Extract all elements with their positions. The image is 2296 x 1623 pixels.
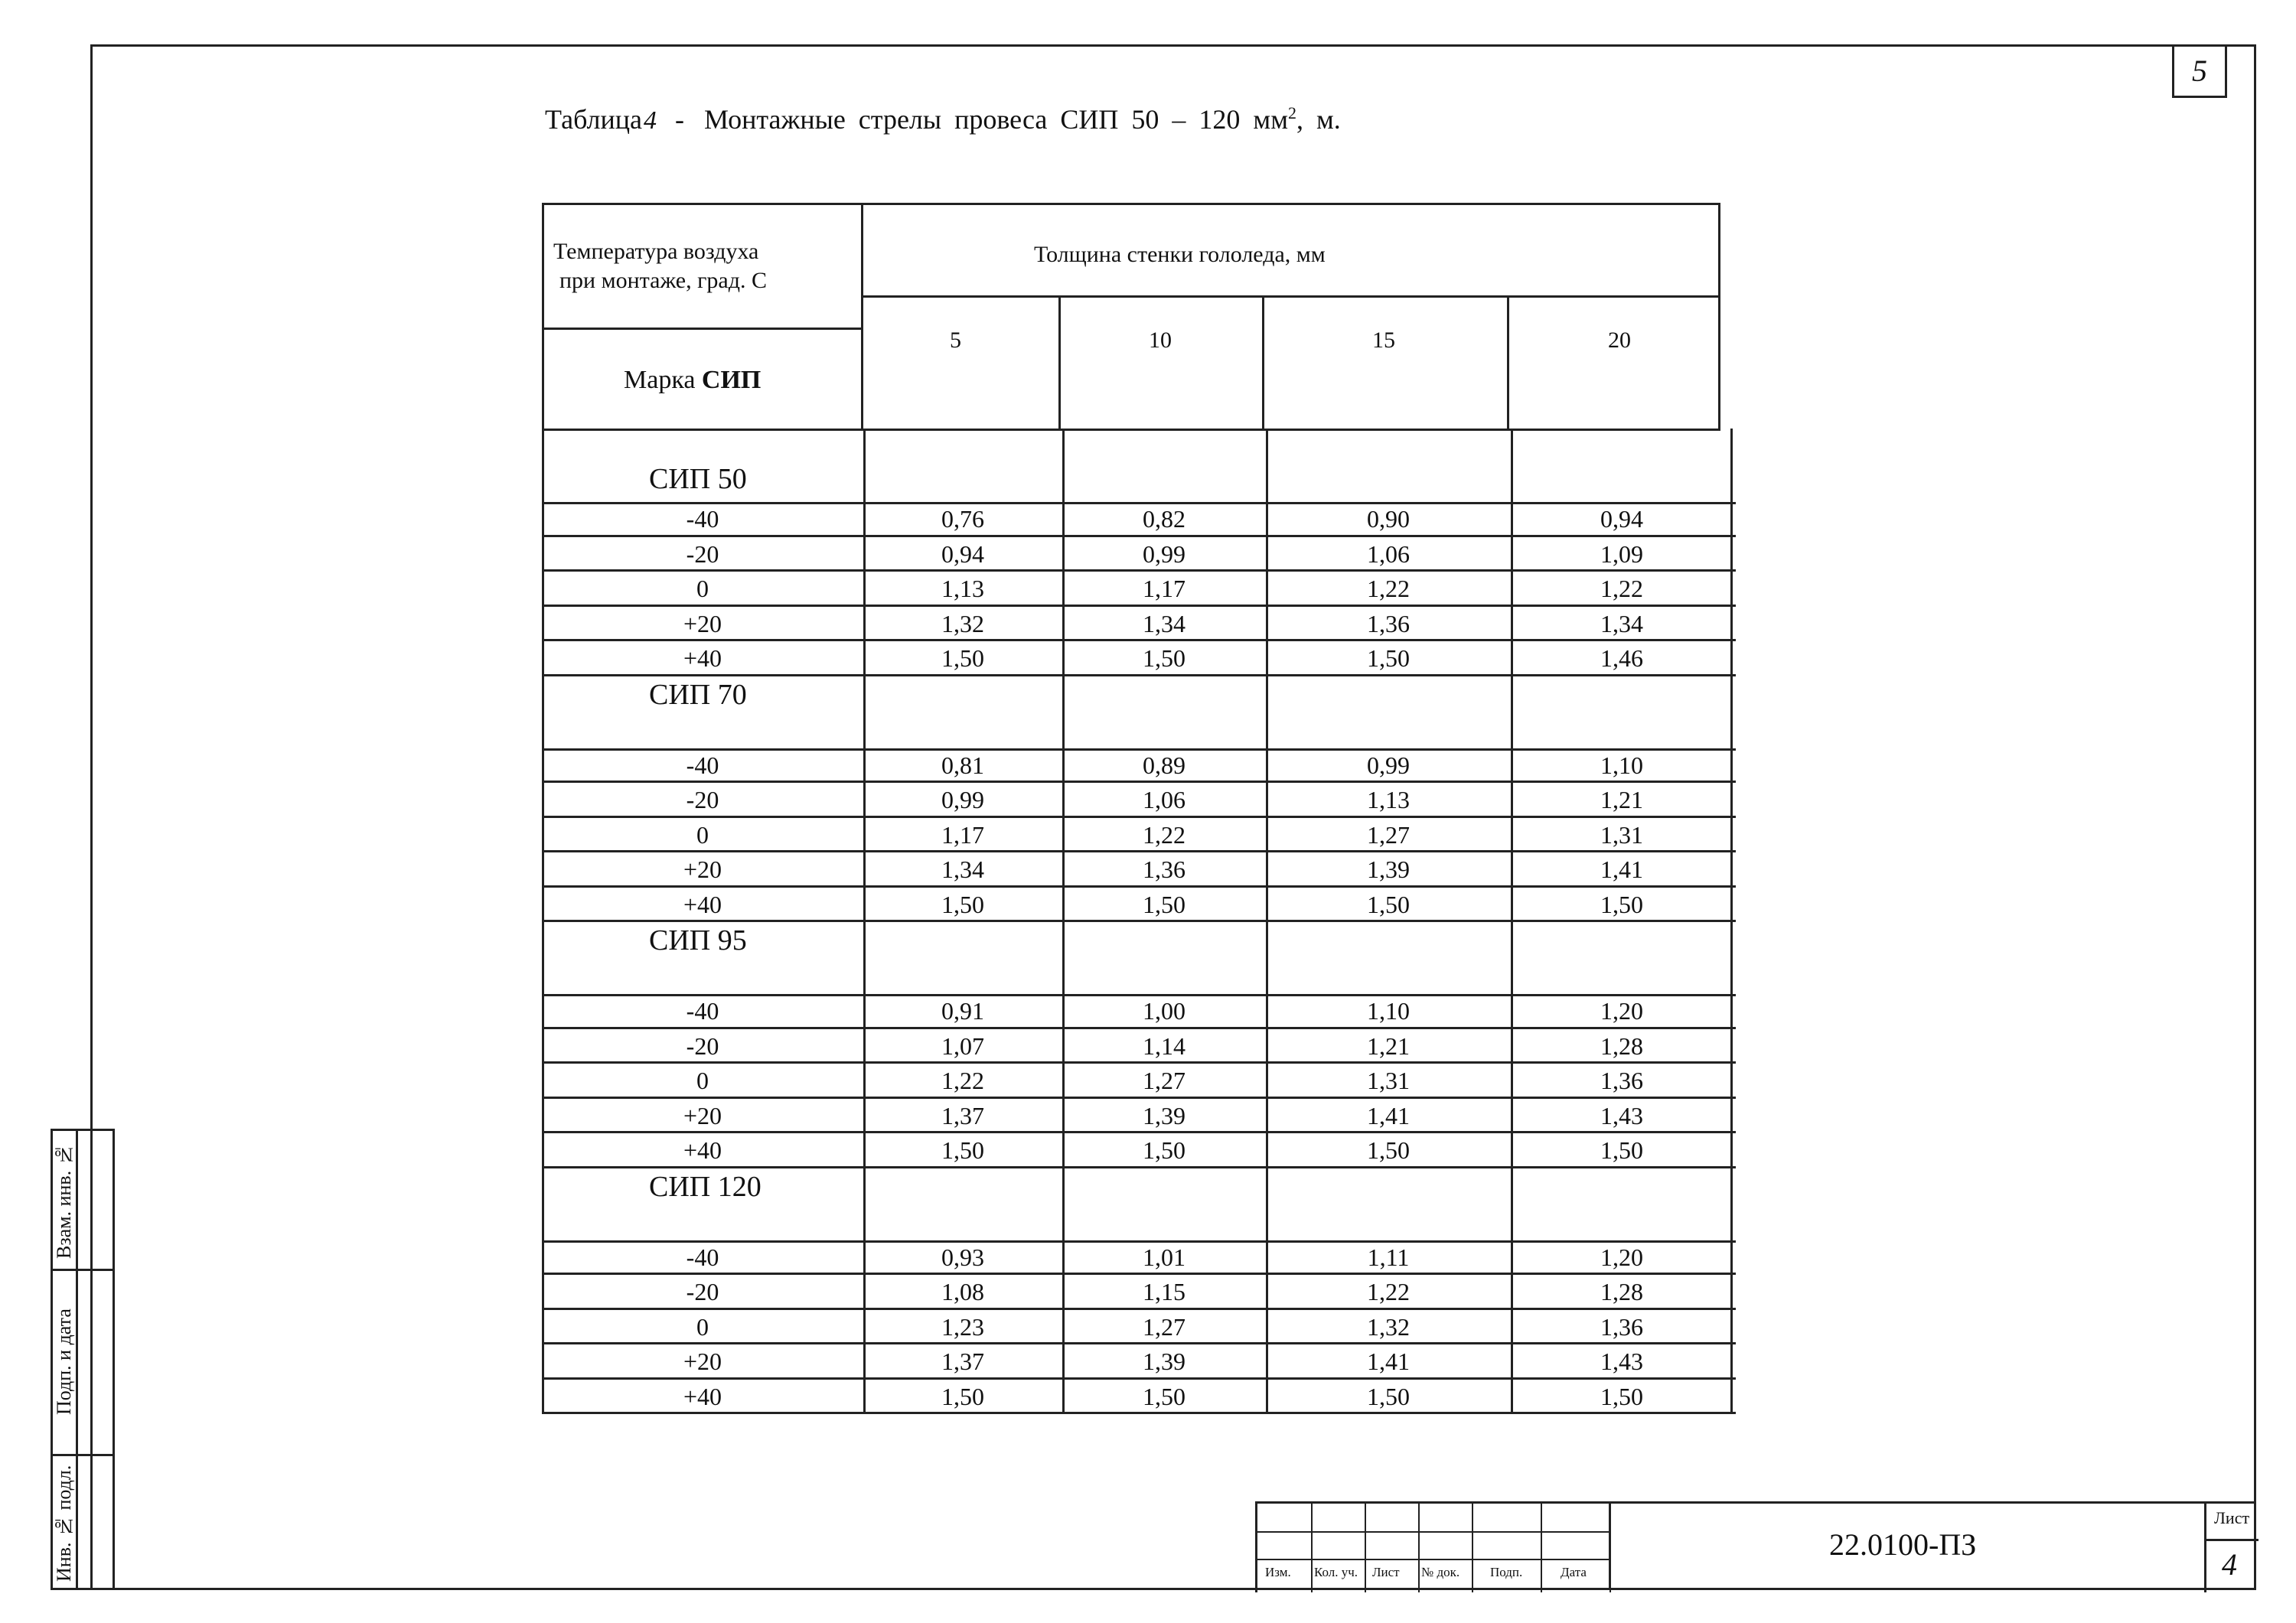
sag-value-cell: 1,36 [1367,609,1410,637]
corner-page-number: 5 [2172,44,2227,98]
caption-number: 4 [643,106,657,135]
sag-value-cell: 1,34 [1600,609,1643,637]
sag-value-cell: 1,13 [1367,786,1410,813]
side-stamp [51,1129,115,1590]
temperature-cell: +20 [683,1101,722,1129]
sag-value-cell: 1,00 [1143,997,1186,1025]
temperature-cell: 0 [696,1067,709,1094]
sag-value-cell: 1,50 [1367,890,1410,918]
sag-value-cell: 0,91 [941,997,984,1025]
sag-value-cell: 1,22 [1367,575,1410,602]
sag-value-cell: 1,22 [1600,575,1643,602]
sag-value-cell: 1,15 [1143,1278,1186,1305]
sag-value-cell: 1,36 [1600,1312,1643,1341]
temperature-cell: +40 [683,890,722,918]
sheet-label: Лист [2214,1508,2250,1527]
sag-value-cell: 1,10 [1367,997,1410,1025]
sag-value-cell: 1,01 [1143,1243,1186,1271]
sag-value-cell: 0,99 [1143,539,1186,568]
sag-value-cell: 1,41 [1600,855,1643,883]
sag-value-cell: 1,41 [1367,1348,1410,1375]
temperature-cell: -40 [686,505,719,533]
rev-col-podp: Подп. [1490,1565,1523,1579]
temperature-cell: +20 [683,1348,722,1375]
sag-value-cell: 1,17 [1143,575,1186,602]
temperature-cell: -20 [686,1031,719,1060]
sag-value-cell: 1,14 [1143,1031,1186,1060]
sag-value-cell: 1,22 [941,1067,984,1094]
sag-value-cell: 1,50 [1600,1136,1643,1164]
table-caption [545,103,1341,135]
sag-value-cell: 1,28 [1600,1278,1643,1305]
sag-value-cell: 1,07 [941,1031,984,1060]
sag-value-cell: 1,27 [1143,1067,1186,1094]
sag-value-cell: 1,46 [1600,644,1643,672]
sag-value-cell: 1,06 [1367,539,1410,568]
sag-value-cell: 1,32 [941,609,984,637]
sag-value-cell: 0,90 [1367,505,1410,533]
document-code: 22.0100-ПЗ [1829,1527,1977,1562]
sag-value-cell: 0,94 [941,539,984,568]
temperature-cell: +40 [683,1136,722,1164]
sag-value-cell: 1,17 [941,820,984,849]
group-name: СИП 120 [649,1170,762,1203]
table-body [542,429,1736,1408]
sag-value-cell: 1,43 [1600,1348,1643,1375]
sag-value-cell: 1,39 [1143,1348,1186,1375]
sag-value-cell: 1,23 [941,1312,984,1341]
sag-value-cell: 0,93 [941,1243,984,1271]
temperature-cell: -40 [686,751,719,779]
sag-value-cell: 1,50 [1143,1136,1186,1164]
sag-value-cell: 0,76 [941,505,984,533]
group-name: СИП 95 [649,924,747,957]
sag-value-cell: 1,22 [1367,1278,1410,1305]
sag-value-cell: 0,94 [1600,505,1643,533]
temperature-cell: +40 [683,1382,722,1410]
temp-label-line-1: Температура воздуха [553,239,759,264]
caption-unit: , м. [1296,104,1341,135]
sag-value-cell: 0,82 [1143,505,1186,533]
sag-value-cell: 1,50 [941,644,984,672]
temperature-cell: -20 [686,786,719,813]
sag-value-cell: 1,50 [1143,890,1186,918]
stamp-vzam-label: Взам. инв. № [53,1143,75,1260]
sag-value-cell: 1,50 [1143,1382,1186,1410]
sheet-number: 4 [2222,1547,2237,1582]
temperature-cell: +20 [683,609,722,637]
sag-value-cell: 1,27 [1367,820,1410,849]
temperature-cell: +40 [683,644,722,672]
sag-value-cell: 1,50 [1600,890,1643,918]
sag-value-cell: 1,27 [1143,1312,1186,1341]
sag-value-cell: 1,20 [1600,997,1643,1025]
sag-value-cell: 1,39 [1143,1101,1186,1129]
sag-value-cell: 1,34 [1143,609,1186,637]
temperature-cell: -40 [686,997,719,1025]
temperature-cell: +20 [683,855,722,883]
sag-value-cell: 1,10 [1600,751,1643,779]
caption-title: Монтажные стрелы провеса СИП 50 – 120 мм [703,104,1288,135]
caption-sup: 2 [1287,103,1296,122]
revision-grid [1255,1504,1609,1592]
sag-value-cell: 1,32 [1367,1312,1410,1341]
temperature-cell: -20 [686,539,719,568]
sag-value-cell: 1,13 [941,575,984,602]
group-name: СИП 50 [649,463,747,495]
sag-value-cell: 1,50 [1367,1136,1410,1164]
sag-value-cell: 1,09 [1600,539,1643,568]
rev-col-list: Лист [1372,1565,1400,1579]
sag-value-cell: 1,11 [1367,1243,1410,1271]
caption-dash: - [674,104,684,135]
caption-prefix: Таблица [545,104,642,135]
table-header [542,203,1720,431]
sag-value-cell: 1,50 [1367,1382,1410,1410]
stamp-inv-label: Инв. № подл. [53,1465,75,1582]
sag-value-cell: 1,50 [941,1382,984,1410]
sag-value-cell: 1,08 [941,1278,984,1305]
sag-value-cell: 1,37 [941,1101,984,1129]
sag-value-cell: 1,06 [1143,786,1186,813]
sag-value-cell: 0,99 [941,786,984,813]
sag-value-cell: 0,81 [941,751,984,779]
sag-value-cell: 1,20 [1600,1243,1643,1271]
sheet-box [2204,1504,2258,1592]
rev-col-date: Дата [1561,1565,1587,1579]
col-header-5: 5 [950,328,961,353]
temperature-cell: 0 [696,820,709,849]
sag-value-cell: 1,36 [1143,855,1186,883]
rev-col-kol: Кол. уч. [1314,1565,1358,1579]
ice-thickness-label: Толщина стенки гололеда, мм [1034,242,1326,267]
sag-value-cell: 1,34 [941,855,984,883]
group-name: СИП 70 [649,678,747,711]
stamp-podp-label: Подп. и дата [53,1309,75,1416]
sag-value-cell: 1,22 [1143,820,1186,849]
sag-value-cell: 1,28 [1600,1031,1643,1060]
sag-value-cell: 1,31 [1367,1067,1410,1094]
col-header-15: 15 [1372,328,1395,353]
sag-value-cell: 1,36 [1600,1067,1643,1094]
sag-value-cell: 1,21 [1367,1031,1410,1060]
title-block [1255,1501,2256,1590]
rev-col-doc: № док. [1421,1565,1460,1579]
temperature-cell: -40 [686,1243,719,1271]
col-header-10: 10 [1149,328,1172,353]
temperature-cell: -20 [686,1278,719,1305]
temp-label-line-2: при монтаже, град. С [559,268,767,293]
sag-value-cell: 1,50 [1600,1382,1643,1410]
col-header-20: 20 [1608,328,1631,353]
sag-value-cell: 1,21 [1600,786,1643,813]
sag-value-cell: 1,31 [1600,820,1643,849]
sag-value-cell: 1,50 [1367,644,1410,672]
sag-value-cell: 1,39 [1367,855,1410,883]
sag-value-cell: 1,50 [941,890,984,918]
brand-label: Марка СИП [624,366,762,394]
temperature-cell: 0 [696,1312,709,1341]
sag-value-cell: 0,89 [1143,751,1186,779]
sag-value-cell: 1,43 [1600,1101,1643,1129]
temperature-cell: 0 [696,575,709,602]
sag-value-cell: 1,37 [941,1348,984,1375]
sag-value-cell: 0,99 [1367,751,1410,779]
sag-value-cell: 1,50 [941,1136,984,1164]
sag-value-cell: 1,50 [1143,644,1186,672]
sag-value-cell: 1,41 [1367,1101,1410,1129]
rev-col-izm: Изм. [1265,1565,1291,1579]
